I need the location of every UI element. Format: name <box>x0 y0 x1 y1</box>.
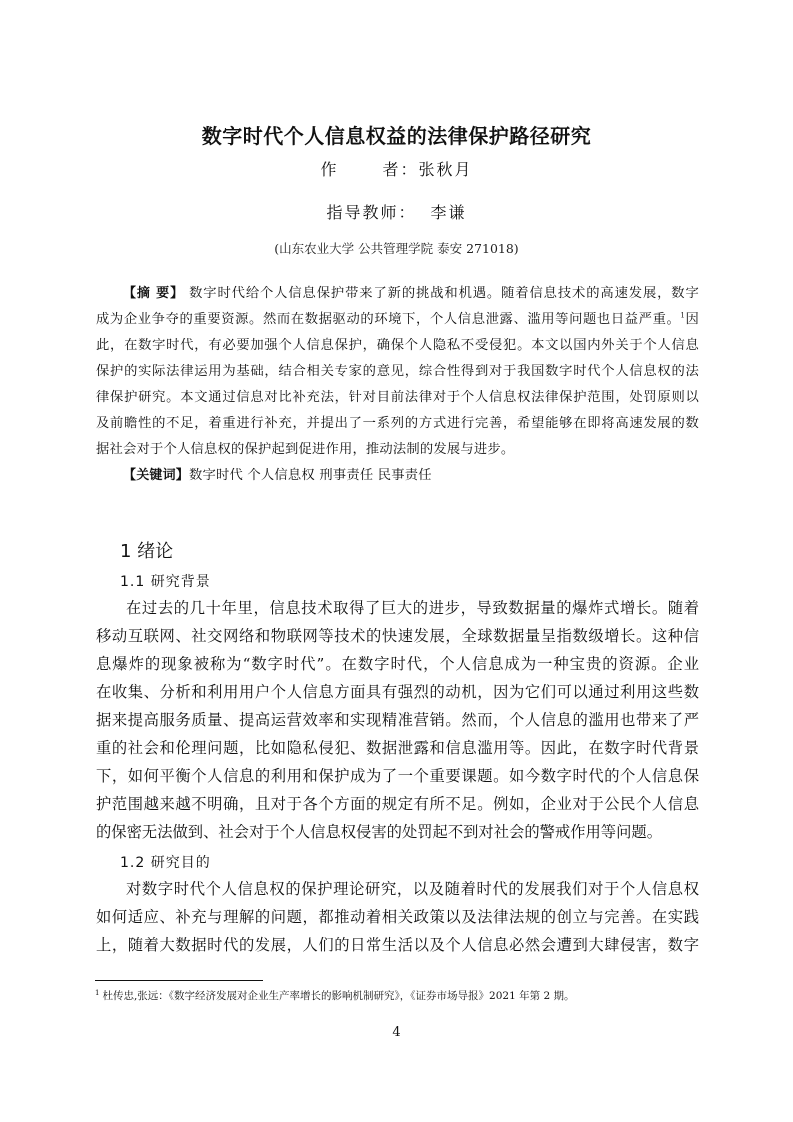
keywords-label: 【关键词】 <box>123 468 190 483</box>
keywords-text: 数字时代 个人信息权 刑事责任 民事责任 <box>189 468 432 483</box>
affiliation: (山东农业大学 公共管理学院 泰安 271018) <box>274 241 519 256</box>
subsection-heading-1-1: 1.1 研究背景 <box>120 574 211 590</box>
body-line: 重的社会和伦理问题，比如隐私侵犯、数据泄露和信息滥用等。因此，在数字时代背景 <box>96 739 699 757</box>
body-line: 息爆炸的现象被称为“数字时代”。在数字时代，个人信息成为一种宝贵的资源。企业 <box>96 655 699 673</box>
author-name: 张秋月 <box>418 160 473 179</box>
abstract-label: 【摘 要】 <box>123 286 184 301</box>
abstract-line: 律保护研究。本文通过信息对比补充法，针对目前法律对于个人信息权法律保护范围，处罚原则以 <box>96 390 699 405</box>
abstract-line <box>123 281 699 307</box>
author-label-part1: 作 <box>320 160 339 179</box>
keywords-line <box>123 463 699 489</box>
body-line: 在过去的几十年里，信息技术取得了巨大的进步，导致数据量的爆炸式增长。随着 <box>126 599 699 617</box>
body-line: 上，随着大数据时代的发展，人们的日常生活以及个人信息必然会遭到大肆侵害，数字 <box>96 936 699 954</box>
abstract-text: 成为企业争夺的重要资源。然而在数据驱动的环境下，个人信息泄露、滥用等问题也日益严重。 <box>96 312 681 327</box>
footnote-separator <box>95 980 263 981</box>
abstract-text-tail: 因 <box>685 312 699 327</box>
section-heading-1: 1 绪论 <box>120 541 174 562</box>
abstract-line: 此，在数字时代，有必要加强个人信息保护，确保个人隐私不受侵犯。本文以国内外关于个人信息 <box>96 338 699 353</box>
footnote-ref[interactable]: 1 <box>680 311 686 320</box>
body-line: 下，如何平衡个人信息的利用和保护成为了一个重要课题。如今数字时代的个人信息保 <box>96 767 699 785</box>
subsection-heading-1-2: 1.2 研究目的 <box>120 855 211 871</box>
page-number: 4 <box>392 1025 401 1040</box>
abstract-line <box>96 307 699 333</box>
author-line <box>0 157 793 180</box>
footnote-number: 1 <box>95 988 100 997</box>
abstract-line: 保护的实际法律运用为基础，结合相关专家的意见，综合性得到对于我国数字时代个人信息权的法 <box>96 364 699 379</box>
body-line: 护范围越来越不明确，且对于各个方面的规定有所不足。例如，企业对于公民个人信息 <box>96 795 699 813</box>
body-line: 在收集、分析和利用用户个人信息方面具有强烈的动机，因为它们可以通过利用这些数 <box>96 683 699 701</box>
paper-title: 数字时代个人信息权益的法律保护路径研究 <box>201 124 592 148</box>
abstract-line: 及前瞻性的不足，着重进行补充，并提出了一系列的方式进行完善，希望能够在即将高速发展的数 <box>96 416 699 431</box>
advisor-line <box>0 200 793 223</box>
abstract-line: 据社会对于个人信息权的保护起到促进作用，推动法制的发展与进步。 <box>96 442 515 457</box>
body-line: 移动互联网、社交网络和物联网等技术的快速发展，全球数据量呈指数级增长。这种信 <box>96 627 699 645</box>
body-line: 对数字时代个人信息权的保护理论研究，以及随着时代的发展我们对于个人信息权 <box>126 880 699 898</box>
advisor-name: 李谦 <box>430 203 467 222</box>
advisor-label: 指导教师： <box>326 203 417 222</box>
abstract-text: 数字时代给个人信息保护带来了新的挑战和机遇。随着信息技术的高速发展，数字 <box>183 286 699 301</box>
footnote-text: 杜传忠,张远：《数字经济发展对企业生产率增长的影响机制研究》，《证券市场导报》2021 年第 2 期。 <box>102 990 575 1002</box>
body-line: 据来提高服务质量、提高运营效率和实现精准营销。然而，个人信息的滥用也带来了严 <box>96 711 699 729</box>
author-label-part2: 者： <box>382 160 419 179</box>
body-line: 如何适应、补充与理解的问题，都推动着相关政策以及法律法规的创立与完善。在实践 <box>96 908 699 926</box>
footnote <box>95 988 574 1003</box>
body-line: 的保密无法做到、社会对于个人信息权侵害的处罚起不到对社会的警戒作用等问题。 <box>96 823 662 841</box>
